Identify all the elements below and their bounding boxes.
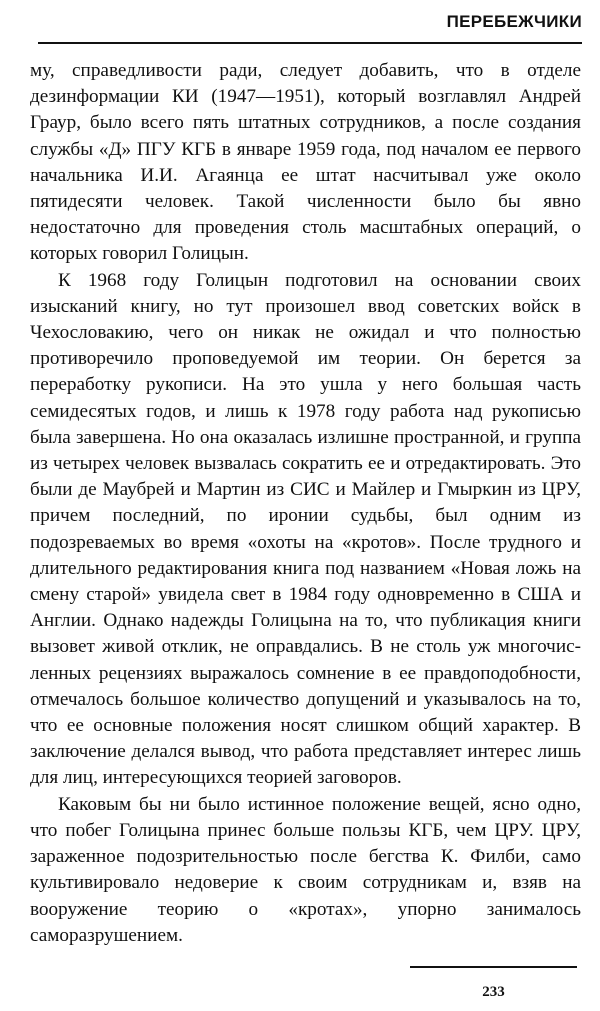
- running-title: ПЕРЕБЕЖЧИКИ: [446, 12, 582, 31]
- paragraph-3: Каковым бы ни было истинное положение вещей, ясно одно, что побег Голицына принес больше пользы КГБ, чем ЦРУ. ЦРУ, зараженное подозрительностью после бегства К. Филби, само культивировало недоверие к своим сотрудникам и, взяв на вооружение теорию о «кротах», упорно занималось саморазрушением.: [30, 793, 581, 946]
- page-number: 233: [482, 984, 505, 1000]
- paragraph-1: му, справедливости ради, следует добавить, что в отделе дезинформации КИ (1947—1951), который возглавлял Андрей Граур, было всего пять штатных сотрудников, а после создания службы «Д» ПГУ КГБ в январе 1959 года, под началом ее первого начальника И.И. Агаянца ее штат насчитывал уже около пятидесяти человек. Такой численности было бы явно недостаточно для проведения столь масштабных операций, о которых говорил Голицын.: [30, 60, 581, 265]
- main-text: [30, 58, 581, 949]
- paragraph-2: К 1968 году Голицын подготовил на основании своих изысканий книгу, но тут произошел ввод советских войск в Чехословакию, чего он никак не ожидал и что полностью противоречило проповедуемой им теории. Он берется за переработку рукописи. На это ушла у него большая часть семидесятых годов, и лишь к 1978 году работа над рукописью была завершена. Но она оказалась излишне пространной, и группа из четырех человек вызвалась сократить ее и отредактировать. Это были де Маубрей и Мартин из СИС и Майлер и Гмыркин из ЦРУ, причем последний, по иронии судьбы, был одним из подозреваемых во время «охоты на «кротов». После трудного и длительного редактирования книга под названием «Новая ложь на смену старой» увидела свет в 1984 году одновременно в США и Англии. Однако надежды Голицына на то, что публикация книги вызовет живой отклик, не оправдались. В не столь уж многочисленных рецензиях выражалось сомнение в ее правдоподобности, отмечалось большое количество допущений и указывалось на то, что ее основные положения носят слишком общий характер. В заключение делался вывод, что работа представляет интерес лишь для лиц, интересующихся теорией заговоров.: [30, 269, 581, 789]
- footer-rule: [410, 966, 577, 968]
- header-rule: [38, 42, 582, 44]
- running-header: [38, 8, 582, 38]
